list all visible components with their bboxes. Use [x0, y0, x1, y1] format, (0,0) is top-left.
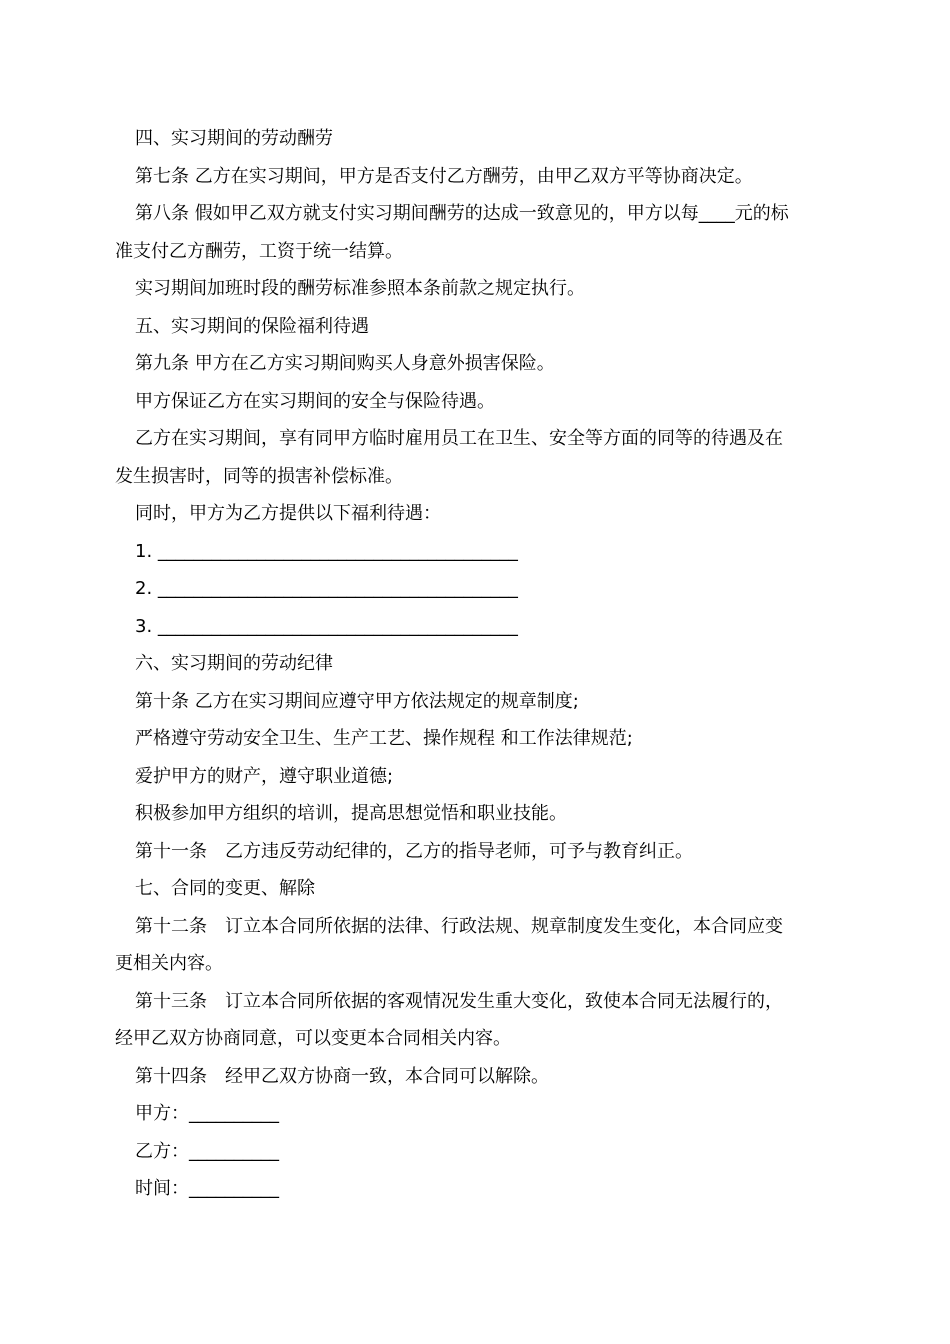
text-line: 第十一条 乙方违反劳动纪律的，乙方的指导老师，可予与教育纠正。	[135, 840, 693, 862]
text-line: 乙方在实习期间，享有同甲方临时雇用员工在卫生、安全等方面的同等的待遇及在	[135, 428, 783, 449]
text-line: 爱护甲方的财产，遵守职业道德;	[135, 765, 394, 787]
text-line: 经甲乙双方协商同意，可以变更本合同相关内容。	[115, 1028, 511, 1049]
text-line: 时间：__________	[135, 1178, 279, 1199]
text-line: 第十四条 经甲乙双方协商一致，本合同可以解除。	[135, 1065, 549, 1087]
paragraph-benefit-3	[115, 608, 837, 646]
paragraph-article-13	[115, 983, 837, 1058]
text-line: 更相关内容。	[115, 953, 223, 974]
text-line: 七、合同的变更、解除	[135, 878, 315, 899]
paragraph-section-5-heading	[115, 308, 837, 346]
paragraph-equal-treatment	[115, 420, 837, 495]
paragraph-safety-guarantee	[115, 383, 837, 421]
paragraph-discipline-3	[115, 795, 837, 833]
text-line: 第十三条 订立本合同所依据的客观情况发生重大变化，致使本合同无法履行的，	[135, 990, 783, 1012]
text-line: 同时，甲方为乙方提供以下福利待遇：	[135, 503, 441, 524]
text-line: 四、实习期间的劳动酬劳	[135, 128, 333, 149]
text-line: 准支付乙方酬劳，工资于统一结算。	[115, 240, 403, 262]
text-line: 3. ________________________________________	[135, 615, 518, 637]
text-line: 五、实习期间的保险福利待遇	[135, 315, 369, 337]
paragraph-article-14	[115, 1058, 837, 1096]
paragraph-article-10	[115, 683, 837, 721]
contract-body	[115, 120, 837, 1208]
paragraph-article-9	[115, 345, 837, 383]
paragraph-article-12	[115, 908, 837, 983]
paragraph-discipline-2	[115, 758, 837, 796]
paragraph-article-8	[115, 195, 837, 270]
paragraph-discipline-1	[115, 720, 837, 758]
paragraph-section-6-heading	[115, 645, 837, 683]
text-line: 六、实习期间的劳动纪律	[135, 653, 333, 674]
paragraph-party-a-sign	[115, 1095, 837, 1133]
paragraph-section-4-heading	[115, 120, 837, 158]
text-line: 甲方保证乙方在实习期间的安全与保险待遇。	[135, 390, 495, 412]
text-line: 第十条 乙方在实习期间应遵守甲方依法规定的规章制度;	[135, 690, 579, 712]
text-line: 1. ________________________________________	[135, 540, 518, 562]
text-line: 2. ________________________________________	[135, 578, 518, 599]
paragraph-benefit-1	[115, 533, 837, 571]
paragraph-benefits-intro	[115, 495, 837, 533]
text-line: 积极参加甲方组织的培训，提高思想觉悟和职业技能。	[135, 803, 567, 824]
paragraph-date-sign	[115, 1170, 837, 1208]
text-line: 第七条 乙方在实习期间，甲方是否支付乙方酬劳，由甲乙双方平等协商决定。	[135, 165, 753, 187]
paragraph-benefit-2	[115, 570, 837, 608]
text-line: 第十二条 订立本合同所依据的法律、行政法规、规章制度发生变化，本合同应变	[135, 915, 783, 937]
text-line: 乙方：__________	[135, 1140, 279, 1162]
paragraph-overtime-clause	[115, 270, 837, 308]
paragraph-party-b-sign	[115, 1133, 837, 1171]
text-line: 实习期间加班时段的酬劳标准参照本条前款之规定执行。	[135, 278, 585, 299]
text-line: 发生损害时，同等的损害补偿标准。	[115, 465, 403, 487]
text-line: 第九条 甲方在乙方实习期间购买人身意外损害保险。	[135, 353, 555, 374]
paragraph-section-7-heading	[115, 870, 837, 908]
text-line: 第八条 假如甲乙双方就支付实习期间酬劳的达成一致意见的，甲方以每____元的标	[135, 203, 789, 224]
text-line: 甲方：__________	[135, 1103, 279, 1124]
text-line: 严格遵守劳动安全卫生、生产工艺、操作规程 和工作法律规范;	[135, 728, 633, 749]
paragraph-article-11	[115, 833, 837, 871]
paragraph-article-7	[115, 158, 837, 196]
